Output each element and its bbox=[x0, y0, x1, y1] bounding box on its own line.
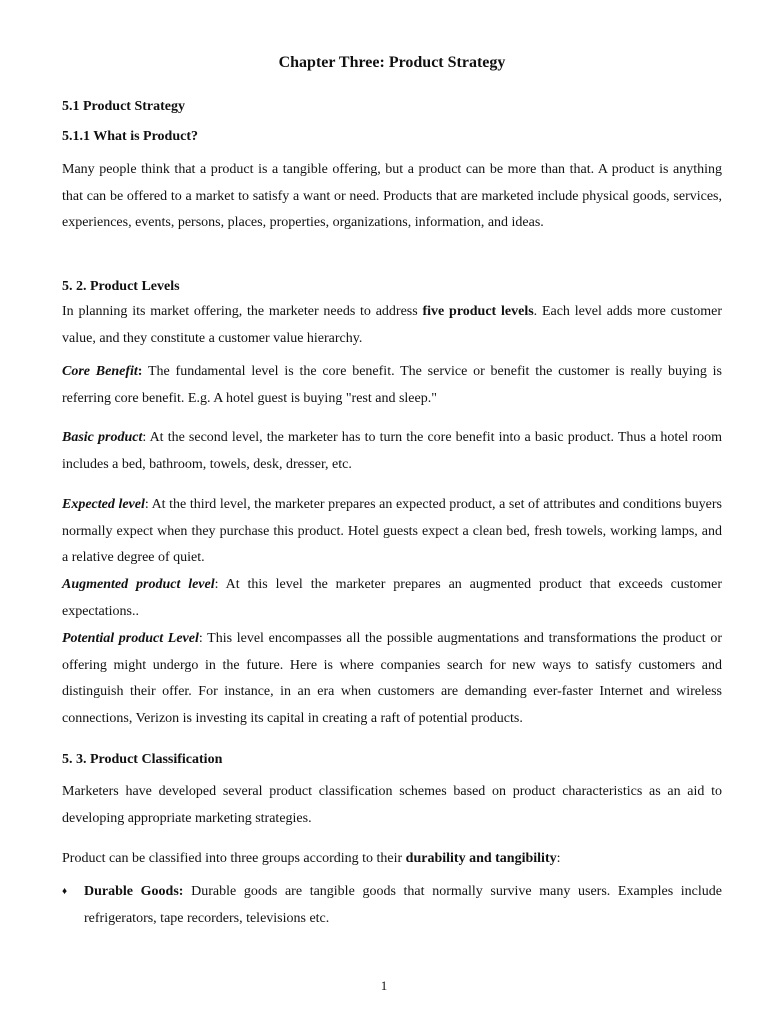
paragraph-potential-level bbox=[62, 626, 722, 733]
levels-intro-text: In planning its market offering, the marketer needs to address bbox=[62, 304, 423, 319]
paragraph-what-is-product: Many people think that a product is a tangible offering, but a product can be more than that. A product is anything that can be offered to a market to satisfy a want or need. Products that are marketed include physical goods, services, experiences, events, persons, places, properties, organizations, information, and ideas. bbox=[62, 162, 722, 231]
paragraph-basic-product bbox=[62, 425, 722, 478]
durable-goods-description: Durable goods are tangible goods that normally survive many users. Examples include refrigerators, tape recorders, televisions etc. bbox=[84, 884, 722, 926]
heading-5-1: 5.1 Product Strategy bbox=[62, 99, 185, 114]
heading-5-1-1: 5.1.1 What is Product? bbox=[62, 129, 198, 144]
diamond-bullet-icon: ♦ bbox=[62, 886, 68, 897]
chapter-title: Chapter Three: Product Strategy bbox=[278, 54, 506, 71]
groups-colon: : bbox=[556, 851, 561, 866]
heading-5-2: 5. 2. Product Levels bbox=[62, 279, 180, 294]
paragraph-levels-intro bbox=[62, 299, 722, 352]
paragraph-core-benefit bbox=[62, 359, 722, 412]
term-augmented-product-level: Augmented product level bbox=[62, 577, 215, 592]
potential-level-text: : This level encompasses all the possible augmentations and transformations the product or offering might undergo in the future. Here is where companies search for new ways to satisfy customers and distinguish their offer. For instance, in an era when customers are demanding ever-faster Internet and wireless connections, Verizon is investing its capital in creating a raft of potential products. bbox=[62, 631, 722, 727]
paragraph-expected-level bbox=[62, 492, 722, 572]
paragraph-three-groups bbox=[62, 846, 722, 873]
paragraph-augmented-level bbox=[62, 572, 722, 625]
durability-tangibility-emphasis: durability and tangibility bbox=[405, 851, 557, 866]
term-durable-goods: Durable Goods: bbox=[84, 884, 184, 899]
durable-goods-text bbox=[84, 879, 722, 932]
paragraph-classification: Marketers have developed several product classification schemes based on product characteristics as an aid to developing appropriate marketing strategies. bbox=[62, 784, 722, 826]
heading-5-3: 5. 3. Product Classification bbox=[62, 752, 223, 767]
groups-text: Product can be classified into three groups according to their bbox=[62, 851, 406, 866]
augmented-level-text: : At this level the marketer prepares an augmented product that exceeds customer expectations.. bbox=[62, 577, 722, 619]
term-potential-product-level: Potential product Level bbox=[62, 631, 199, 646]
term-core-benefit: Core Benefit bbox=[62, 364, 138, 379]
levels-intro-text-end: . Each level adds more customer value, and they constitute a customer value hierarchy. bbox=[62, 304, 722, 346]
expected-level-text: : At the third level, the marketer prepares an expected product, a set of attributes and conditions buyers normally expect when they purchase this product. Hotel guests expect a clean bed, fresh towels, working lamps, and a relative degree of quiet. bbox=[62, 497, 722, 566]
five-levels-emphasis: five product levels bbox=[422, 304, 534, 319]
term-expected-level: Expected level bbox=[62, 497, 145, 512]
core-benefit-text: The fundamental level is the core benefit. The service or benefit the customer is really buying is referring core benefit. E.g. A hotel guest is buying "rest and sleep." bbox=[62, 364, 723, 406]
page-number: 1 bbox=[380, 978, 388, 993]
basic-product-text: : At the second level, the marketer has to turn the core benefit into a basic product. Thus a hotel room includes a bed, bathroom, towels, desk, dresser, etc. bbox=[62, 430, 722, 472]
term-colon: : bbox=[137, 364, 143, 379]
term-basic-product: Basic product bbox=[62, 430, 143, 445]
